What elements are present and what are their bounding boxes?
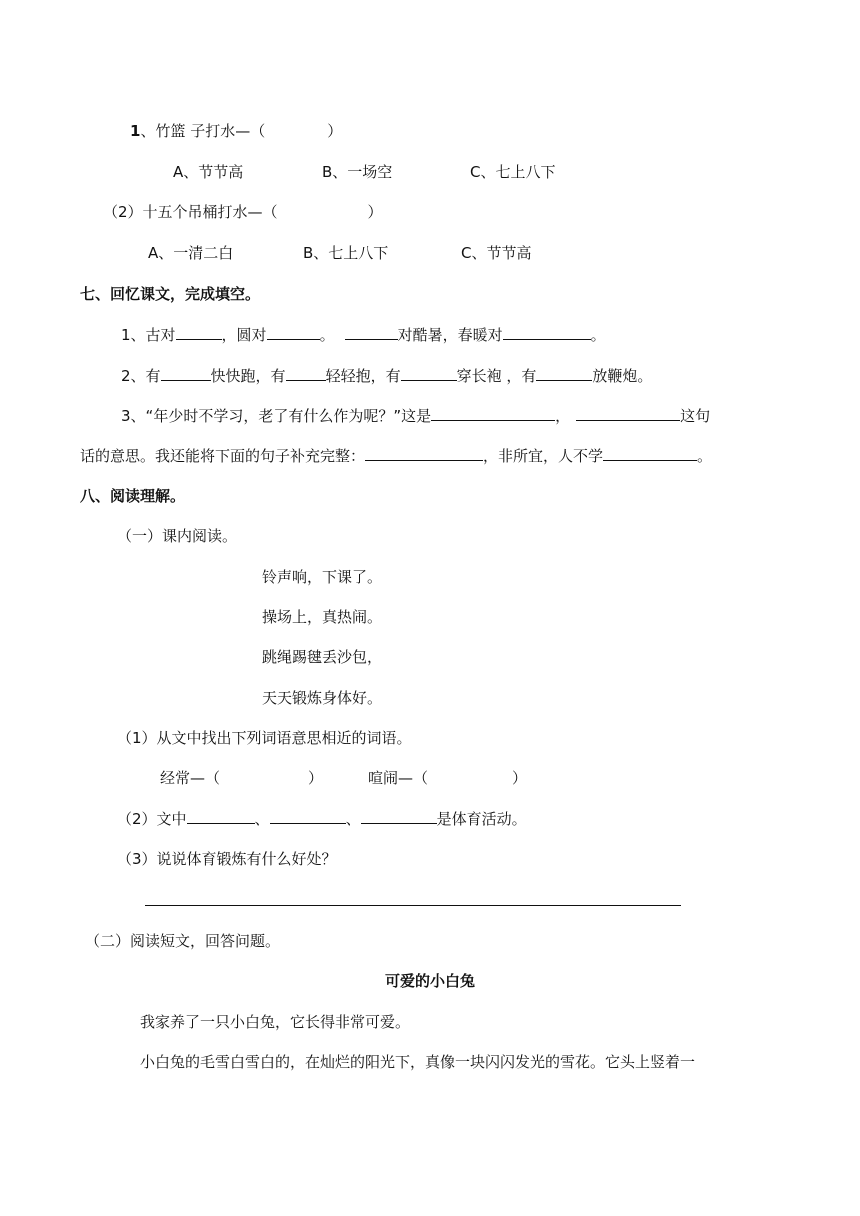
part1-q1-b-label: 喧闹—（ <box>368 769 429 787</box>
part2-label: （二）阅读短文，回答问题。 <box>85 932 281 950</box>
section-7-heading: 七、回忆课文，完成填空。 <box>80 285 261 303</box>
poem-line-3: 跳绳踢毽丢沙包， <box>262 648 383 666</box>
q7-line2-text-d: 穿长袍 ，有 <box>456 367 537 385</box>
q7-line1-text-b: ，圆对 <box>221 326 267 344</box>
passage-title: 可爱的小白兔 <box>384 972 475 990</box>
q7-line1-text-d: 对酷暑，春暖对 <box>397 326 503 344</box>
blank-part1-q2-c[interactable] <box>361 809 437 824</box>
q6-item1-text: 、竹篮 子打水—（ <box>140 122 266 140</box>
q7-line2-text-a: 2、有 <box>121 367 161 385</box>
part1-q1: （1）从文中找出下列词语意思相近的词语。 <box>117 729 412 747</box>
blank-q7-2d[interactable] <box>536 366 592 381</box>
part1-q1-a-label: 经常—（ <box>160 769 221 787</box>
q7-line2-text-b: 快快跑，有 <box>210 367 286 385</box>
q7-line3 <box>121 406 710 426</box>
part1-q1-a-close: ） <box>308 769 324 787</box>
q7-line2-text-c: 轻轻抱，有 <box>325 367 401 385</box>
part1-q1-b <box>368 768 527 788</box>
q6-item2-option-c: C、节节高 <box>461 244 532 262</box>
q7-line1 <box>121 325 606 345</box>
poem-line-2: 操场上，真热闹。 <box>262 608 383 626</box>
q6-item2-option-b: B、七上八下 <box>303 244 389 262</box>
part1-q3-answer-line[interactable] <box>145 905 681 906</box>
q6-item1-option-c: C、七上八下 <box>470 163 556 181</box>
q7-line3-text-c: 这句 <box>680 407 711 425</box>
q7-line4-text-b: ，非所宜，人不学 <box>483 447 604 465</box>
blank-q7-1a[interactable] <box>176 325 222 340</box>
q7-line1-text-c: 。 <box>319 326 335 344</box>
part1-q3: （3）说说体育锻炼有什么好处？ <box>117 850 337 868</box>
blank-q7-2a[interactable] <box>161 366 211 381</box>
q6-item2-close: ） <box>367 203 383 221</box>
blank-part1-q2-a[interactable] <box>187 809 255 824</box>
blank-q7-3b[interactable] <box>576 406 680 421</box>
part1-q2-label: （2）文中 <box>117 810 187 828</box>
q6-item1-number: 1 <box>130 122 141 140</box>
section-8-heading: 八、阅读理解。 <box>80 487 186 505</box>
q7-line3-text-a: 3、“年少时不学习，老了有什么作为呢？”这是 <box>121 407 432 425</box>
q7-line1-text-a: 1、古对 <box>121 326 176 344</box>
part1-label: （一）课内阅读。 <box>117 527 238 545</box>
part1-q1-b-close: ） <box>512 769 528 787</box>
passage-paragraph-2: 小白兔的毛雪白雪白的，在灿烂的阳光下，真像一块闪闪发光的雪花。它头上竖着一 <box>140 1053 696 1071</box>
q7-line3-text-b: ， <box>555 407 571 425</box>
blank-q7-4b[interactable] <box>603 446 697 461</box>
blank-q7-4a[interactable] <box>365 446 483 461</box>
q7-line2 <box>121 366 652 386</box>
q6-item1 <box>130 121 342 141</box>
q7-line1-text-e: 。 <box>590 326 606 344</box>
part1-q2-sep-1: 、 <box>254 810 270 828</box>
q6-item2-option-a: A、一清二白 <box>148 244 234 262</box>
q6-item2 <box>103 202 383 222</box>
q6-item1-close: ） <box>327 122 343 140</box>
blank-q7-1c[interactable] <box>345 325 398 340</box>
blank-q7-2b[interactable] <box>286 366 326 381</box>
q7-line4-text-c: 。 <box>697 447 713 465</box>
blank-q7-3a[interactable] <box>431 406 555 421</box>
q7-line4-text-a: 话的意思。我还能将下面的句子补充完整： <box>80 447 366 465</box>
part1-q2-sep-2: 、 <box>345 810 361 828</box>
passage-paragraph-1: 我家养了一只小白兔，它长得非常可爱。 <box>140 1013 411 1031</box>
q6-item1-option-a: A、节节高 <box>173 163 244 181</box>
blank-q7-2c[interactable] <box>401 366 457 381</box>
blank-q7-1d[interactable] <box>503 325 591 340</box>
q7-line4 <box>80 446 712 466</box>
part1-q2-end: 是体育活动。 <box>436 810 527 828</box>
part1-q1-a <box>160 768 323 788</box>
poem-line-1: 铃声响，下课了。 <box>262 568 383 586</box>
q7-line2-text-e: 放鞭炮。 <box>592 367 653 385</box>
part1-q2 <box>117 809 527 829</box>
blank-q7-1b[interactable] <box>267 325 320 340</box>
q6-item2-text: （2）十五个吊桶打水—（ <box>103 203 278 221</box>
blank-part1-q2-b[interactable] <box>270 809 346 824</box>
q6-item1-option-b: B、一场空 <box>322 163 393 181</box>
poem-line-4: 天天锻炼身体好。 <box>262 689 383 707</box>
